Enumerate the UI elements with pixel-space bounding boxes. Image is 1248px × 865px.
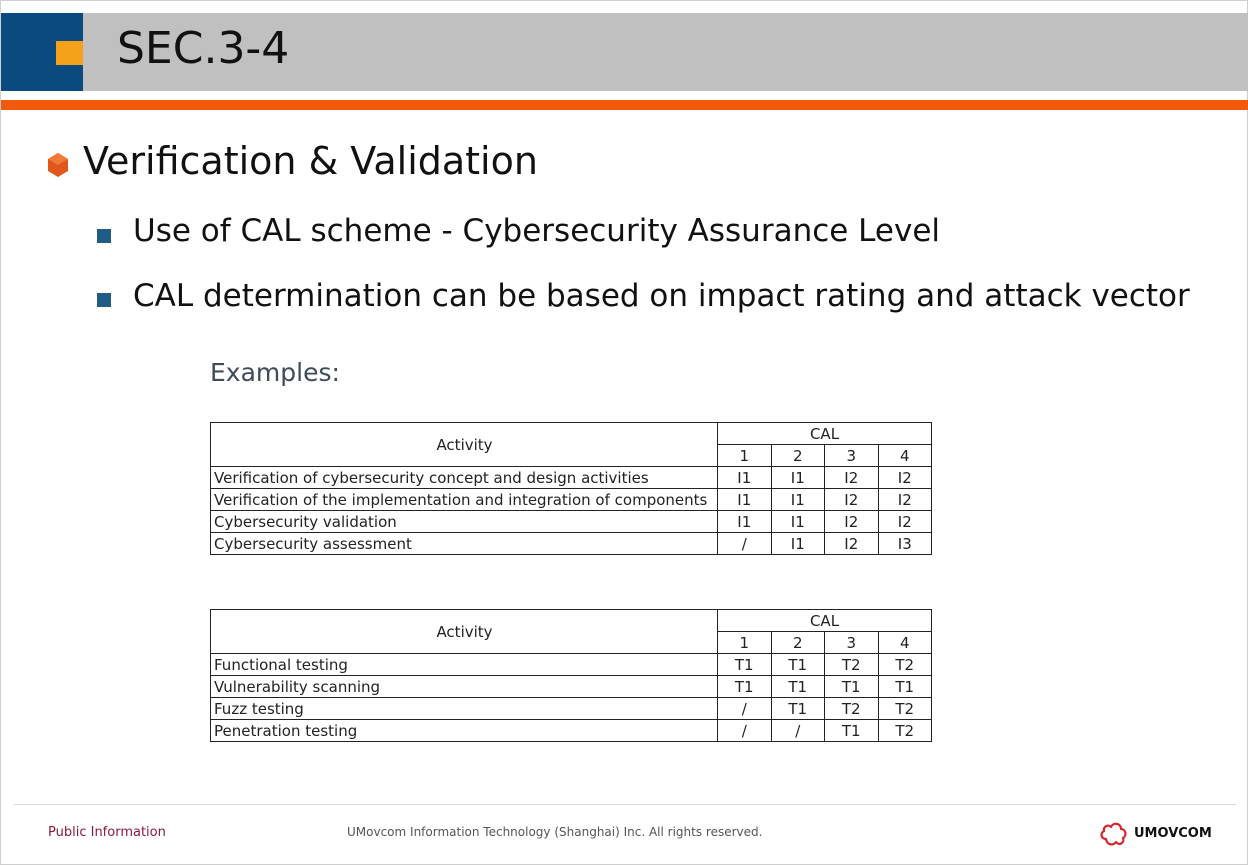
value-cell: I3 bbox=[878, 533, 932, 555]
footer-divider bbox=[14, 804, 1236, 805]
activity-cell: Functional testing bbox=[211, 654, 718, 676]
cal-level: 3 bbox=[825, 632, 879, 654]
footer-classification: Public Information bbox=[48, 825, 166, 840]
table-header-cal: CAL bbox=[718, 423, 932, 445]
value-cell: T1 bbox=[718, 654, 772, 676]
activity-cell: Fuzz testing bbox=[211, 698, 718, 720]
header-orange-square bbox=[56, 41, 83, 65]
value-cell: T1 bbox=[771, 676, 825, 698]
cal-level: 4 bbox=[878, 445, 932, 467]
table-row bbox=[211, 489, 932, 511]
table-row bbox=[211, 698, 932, 720]
table-row bbox=[211, 654, 932, 676]
hexagon-bullet-icon bbox=[47, 152, 69, 178]
value-cell: I1 bbox=[718, 467, 772, 489]
value-cell: T2 bbox=[878, 720, 932, 742]
value-cell: T1 bbox=[771, 654, 825, 676]
value-cell: I2 bbox=[825, 533, 879, 555]
cloud-logo-icon bbox=[1098, 819, 1128, 847]
footer-copyright: UMovcom Information Technology (Shanghai) Inc. All rights reserved. bbox=[347, 825, 763, 839]
activity-cell: Cybersecurity validation bbox=[211, 511, 718, 533]
logo-text: UMOVCOM bbox=[1134, 826, 1212, 841]
header-accent-line bbox=[1, 100, 1248, 110]
cal-level: 2 bbox=[771, 445, 825, 467]
bullet-text: Use of CAL scheme - Cybersecurity Assurance Level bbox=[133, 213, 941, 249]
activity-cell: Verification of cybersecurity concept and design activities bbox=[211, 467, 718, 489]
table-row bbox=[211, 676, 932, 698]
bullet-text: CAL determination can be based on impact rating and attack vector bbox=[133, 278, 1190, 314]
value-cell: I2 bbox=[825, 467, 879, 489]
section-heading: Verification & Validation bbox=[83, 139, 538, 183]
activity-cell: Penetration testing bbox=[211, 720, 718, 742]
slide-title: SEC.3-4 bbox=[117, 23, 290, 74]
cal-level: 3 bbox=[825, 445, 879, 467]
value-cell: T1 bbox=[825, 676, 879, 698]
activity-cell: Verification of the implementation and integration of components bbox=[211, 489, 718, 511]
value-cell: T2 bbox=[878, 654, 932, 676]
cal-testing-table bbox=[210, 609, 932, 742]
value-cell: T1 bbox=[718, 676, 772, 698]
value-cell: / bbox=[718, 698, 772, 720]
table-header-activity: Activity bbox=[211, 423, 718, 467]
value-cell: I1 bbox=[718, 511, 772, 533]
cal-level: 4 bbox=[878, 632, 932, 654]
table-header-cal: CAL bbox=[718, 610, 932, 632]
value-cell: T2 bbox=[825, 698, 879, 720]
value-cell: / bbox=[718, 720, 772, 742]
square-bullet-icon bbox=[97, 293, 111, 307]
value-cell: I2 bbox=[878, 511, 932, 533]
value-cell: I1 bbox=[771, 467, 825, 489]
activity-cell: Vulnerability scanning bbox=[211, 676, 718, 698]
table-header-activity: Activity bbox=[211, 610, 718, 654]
activity-cell: Cybersecurity assessment bbox=[211, 533, 718, 555]
value-cell: T1 bbox=[825, 720, 879, 742]
cal-level: 1 bbox=[718, 632, 772, 654]
cal-verification-table bbox=[210, 422, 932, 555]
value-cell: I1 bbox=[718, 489, 772, 511]
table-row bbox=[211, 720, 932, 742]
value-cell: / bbox=[771, 720, 825, 742]
cal-level: 2 bbox=[771, 632, 825, 654]
value-cell: T1 bbox=[771, 698, 825, 720]
value-cell: T2 bbox=[878, 698, 932, 720]
value-cell: T1 bbox=[878, 676, 932, 698]
value-cell: I1 bbox=[771, 511, 825, 533]
value-cell: I2 bbox=[825, 489, 879, 511]
square-bullet-icon bbox=[97, 229, 111, 243]
table-row bbox=[211, 511, 932, 533]
value-cell: I2 bbox=[825, 511, 879, 533]
value-cell: I1 bbox=[771, 489, 825, 511]
value-cell: I1 bbox=[771, 533, 825, 555]
table-row bbox=[211, 533, 932, 555]
value-cell: I2 bbox=[878, 489, 932, 511]
examples-label: Examples: bbox=[210, 358, 340, 387]
table-row bbox=[211, 467, 932, 489]
value-cell: T2 bbox=[825, 654, 879, 676]
cal-level: 1 bbox=[718, 445, 772, 467]
value-cell: / bbox=[718, 533, 772, 555]
value-cell: I2 bbox=[878, 467, 932, 489]
